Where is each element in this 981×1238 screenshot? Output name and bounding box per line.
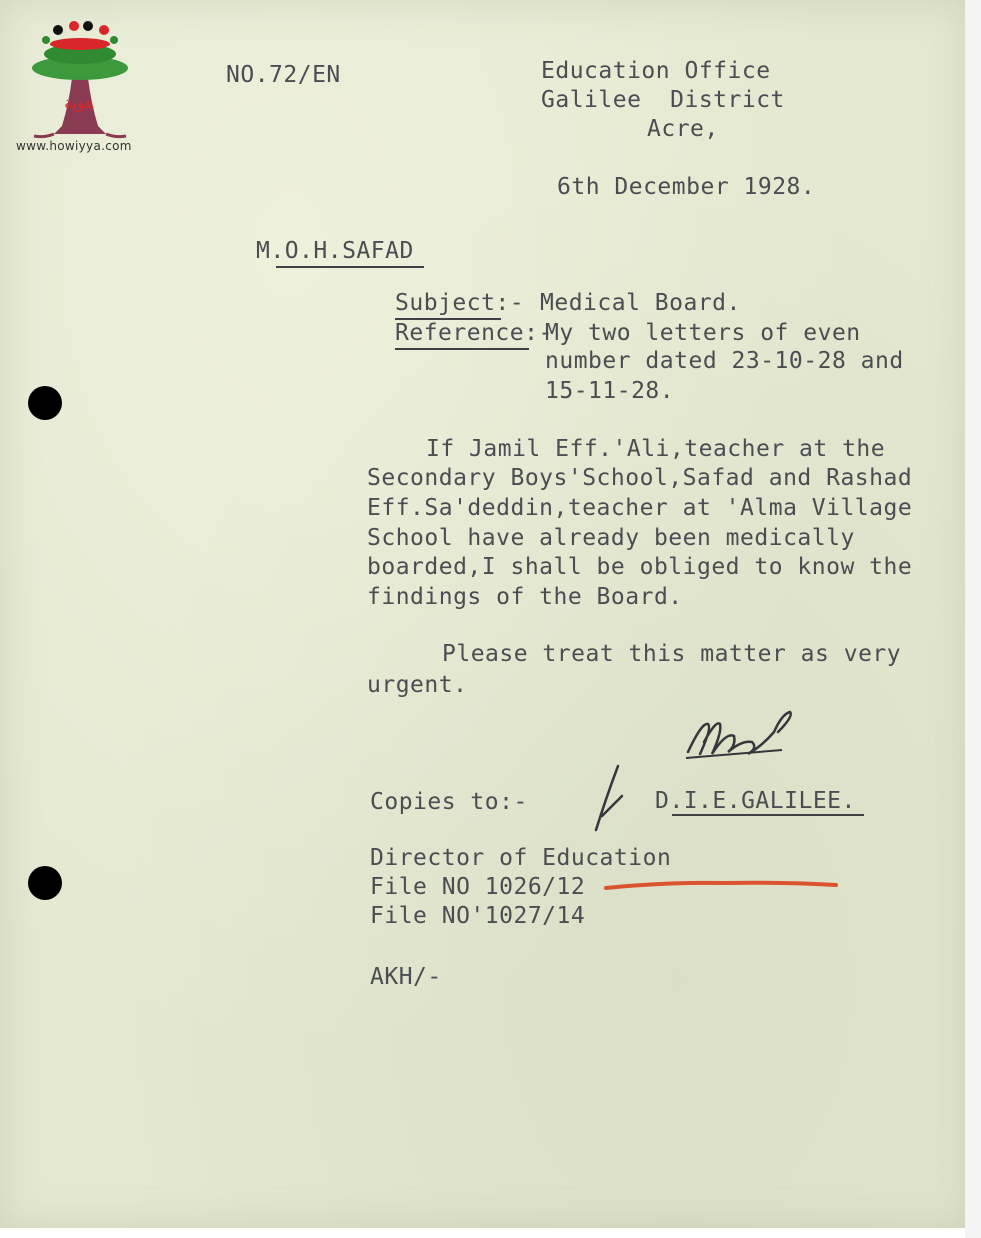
signature-slash [588,758,638,838]
subject-label: Subject:- [395,290,525,316]
watermark-url: www.howiyya.com [16,139,132,153]
subject-value: Medical Board. [540,290,741,316]
svg-text:هوية: هوية [64,93,94,112]
tree-logo-icon [14,18,144,143]
sender-address-line-1: Education Office [541,58,771,84]
body-p2-line-2: urgent. [367,672,468,698]
body-p1-line-1: If Jamil Eff.'Ali,teacher at the [426,436,886,462]
body-p1-line-4: School have already been medically [367,525,855,551]
reference-line-3: 15-11-28. [545,378,675,404]
howiyya-logo [14,18,144,158]
body-p2-line-1: Please treat this matter as very [442,641,902,667]
copies-item-2: File NO 1026/12 [370,874,586,900]
page-edge [965,0,981,1238]
copies-item-3: File NO'1027/14 [370,903,586,929]
punch-hole-top [28,386,62,420]
reference-line-2: number dated 23-10-28 and [545,348,904,374]
sender-address-line-3: Acre, [647,116,719,142]
reference-line-1: My two letters of even [545,320,861,346]
handwritten-initials [682,702,802,764]
reference-label: Reference:- [395,320,553,346]
letter-date: 6th December 1928. [557,174,816,200]
typist-initials: AKH/- [370,964,442,990]
body-p1-line-6: findings of the Board. [367,584,683,610]
sender-address-line-2: Galilee District [541,87,785,113]
signatory: D.I.E.GALILEE. [655,788,856,814]
red-pencil-mark [604,876,840,894]
signatory-underline [672,814,864,816]
addressee: M.O.H.SAFAD [256,238,414,264]
reference-number: NO.72/EN [226,62,341,88]
body-p1-line-2: Secondary Boys'School,Safad and Rashad [367,465,913,491]
body-p1-line-3: Eff.Sa'deddin,teacher at 'Alma Village [367,495,913,521]
addressee-underline [276,266,424,268]
reference-underline [395,348,529,350]
punch-hole-bottom [28,866,62,900]
copies-item-1: Director of Education [370,845,672,871]
body-p1-line-5: boarded,I shall be obliged to know the [367,554,913,580]
copies-label: Copies to:- [370,789,528,815]
